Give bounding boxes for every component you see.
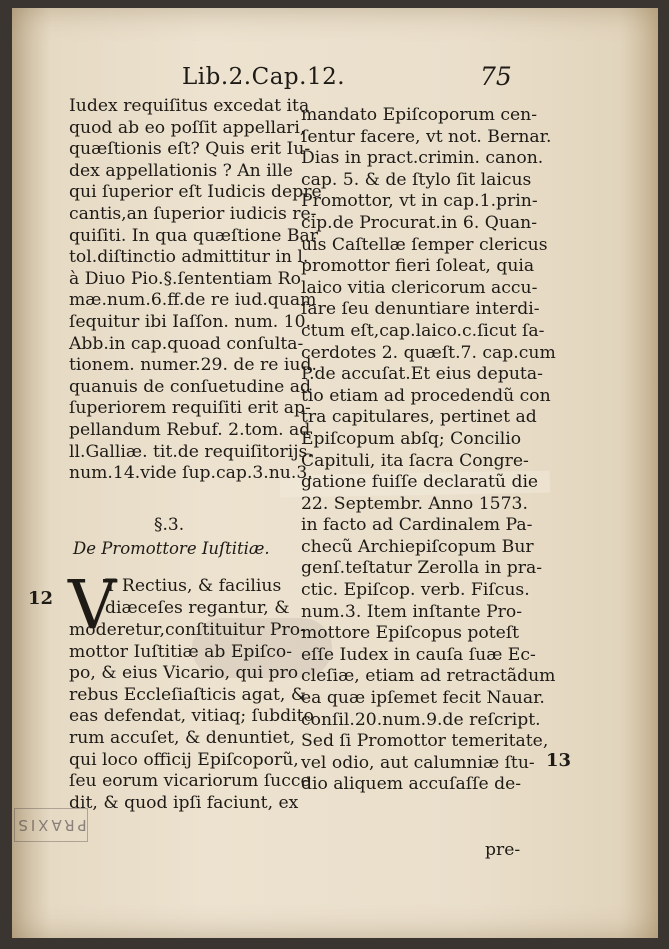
text-line: Abb.in cap.quoad conſulta- xyxy=(69,333,304,354)
text-line: T Rectius, & facilius xyxy=(105,576,282,596)
text-line: dex appellationis ? An ille xyxy=(69,160,293,181)
text-line: dio aliquem accuſaſſe de- xyxy=(301,774,522,795)
running-head xyxy=(12,60,658,100)
catchword: pre- xyxy=(485,840,521,860)
text-line: promottor fieri ſoleat, quia xyxy=(301,256,535,277)
text-line: mandato Epiſcoporum cen- xyxy=(301,105,538,125)
text-line: 22. Septembr. Anno 1573. xyxy=(301,493,528,514)
text-line: Sed ſi Promottor temeritate, xyxy=(301,731,549,752)
text-line: rebus Eccleſiaſticis agat, & xyxy=(69,684,307,705)
text-line: cap. 5. & de ſtylo ſit laicus xyxy=(301,169,532,190)
text-line: ea quæ ipſemet fecit Nauar. xyxy=(301,688,545,709)
margin-note-right: 13 xyxy=(546,750,572,771)
text-line: quod ab eo poſſit appellari, xyxy=(69,117,306,138)
section-number: §.3. xyxy=(154,515,185,535)
text-line: vel odio, aut calumniæ ſtu- xyxy=(301,752,535,773)
left-column-bottom xyxy=(69,620,314,814)
text-line: dit, & quod ipſi faciunt, ex xyxy=(69,792,299,813)
text-line: eas defendat, vitiaq; ſubdito xyxy=(69,706,314,727)
book-page xyxy=(12,8,658,938)
text-line: cantis,an ſuperior iudicis re- xyxy=(69,203,317,224)
text-line: qui ſuperior eſt Iudicis depre xyxy=(69,182,322,203)
text-line: ſequitur ibi Iaſſon. num. 10. xyxy=(69,311,312,332)
text-line: moderetur,conſtituitur Pro- xyxy=(69,620,306,640)
text-line: eſſe Iudex in cauſa ſuæ Ec- xyxy=(301,644,536,665)
text-line: laico vitia clericorum accu- xyxy=(301,277,538,298)
text-line: ſeu eorum vicariorum ſucce xyxy=(69,771,311,792)
text-line: cerdotes 2. quæſt.7. cap.cum xyxy=(301,342,556,363)
section-title: De Promottore Iuſtitiæ. xyxy=(73,539,270,558)
drop-cap-initial: V xyxy=(68,566,117,644)
library-stamp: PRAXIS xyxy=(14,808,88,842)
text-line: cleſiæ, etiam ad retractãdum xyxy=(301,666,556,687)
text-line: tionem. numer.29. de re iud. xyxy=(69,355,317,376)
text-line: tra capitulares, pertinet ad xyxy=(301,407,537,428)
text-line: ſentur facere, vt not. Bernar. xyxy=(301,126,552,147)
text-line: ctic. Epiſcop. verb. Fiſcus. xyxy=(301,580,530,601)
text-line: tol.diſtinctio admittitur in l. xyxy=(69,247,309,268)
running-head-title: Lib.2.Cap.12. xyxy=(182,64,346,90)
text-line: uis Caſtellæ ſemper clericus xyxy=(301,234,548,255)
text-line: quiſiti. In qua quæſtione Bar xyxy=(69,225,319,246)
text-line: num.3. Item inſtante Pro- xyxy=(301,601,523,622)
folio-number: 75 xyxy=(480,62,512,91)
left-column-top xyxy=(69,96,322,485)
text-line: rum accuſet, & denuntiet, xyxy=(69,727,296,748)
text-line: conſil.20.num.9.de reſcript. xyxy=(301,709,541,730)
text-line: ſare ſeu denuntiare interdi- xyxy=(301,299,540,320)
left-column-dropcap-lines xyxy=(105,576,305,619)
text-line: gatione fuiſſe declaratũ die xyxy=(301,472,539,493)
text-line: quæſtionis eſt? Quis erit Iu- xyxy=(69,139,311,160)
text-line: quanuis de conſuetudine ad xyxy=(69,376,311,397)
text-line: P.de accuſat.Et eius deputa- xyxy=(301,364,543,385)
text-line: ctum eſt,cap.laico.c.ſicut ſa- xyxy=(301,320,545,341)
text-line: Capituli, ita ſacra Congre- xyxy=(301,450,529,471)
text-line: mottore Epiſcopus poteſt xyxy=(301,623,520,644)
text-line: Epiſcopum abſq; Concilio xyxy=(301,428,522,449)
text-line: qui loco officij Epiſcoporũ, xyxy=(69,749,299,770)
text-line: à Diuo Pio.§.ſententiam Ro xyxy=(69,268,301,289)
margin-note-left: 12 xyxy=(28,588,54,609)
text-line: tio etiam ad procedendũ con xyxy=(301,385,551,406)
text-line: po, & eius Vicario, qui pro xyxy=(69,663,299,684)
text-line: mottor Iuſtitiæ ab Epiſco- xyxy=(69,641,293,662)
text-line: Iudex requiſitus excedat ita xyxy=(69,96,310,116)
text-line: pellandum Rebuf. 2.tom. ad xyxy=(69,419,311,440)
text-line: Dias in pract.crimin. canon. xyxy=(301,148,544,169)
text-line: num.14.vide ſup.cap.3.nu.3. xyxy=(69,463,313,484)
text-line: mæ.num.6.ff.de re iud.quam xyxy=(69,290,317,311)
text-line: diæceſes regantur, & xyxy=(105,597,290,618)
text-line: in facto ad Cardinalem Pa- xyxy=(301,515,533,536)
text-line: cip.de Procurat.in 6. Quan- xyxy=(301,212,538,233)
right-column xyxy=(301,105,556,796)
text-line: checũ Archiepiſcopum Bur xyxy=(301,536,534,557)
text-line: genſ.teſtatur Zerolla in pra- xyxy=(301,558,543,579)
text-line: ll.Galliæ. tit.de requiſitorijs. xyxy=(69,441,313,462)
text-line: ſuperiorem requiſiti erit ap- xyxy=(69,398,311,419)
text-line: Promottor, vt in cap.1.prin- xyxy=(301,191,538,212)
